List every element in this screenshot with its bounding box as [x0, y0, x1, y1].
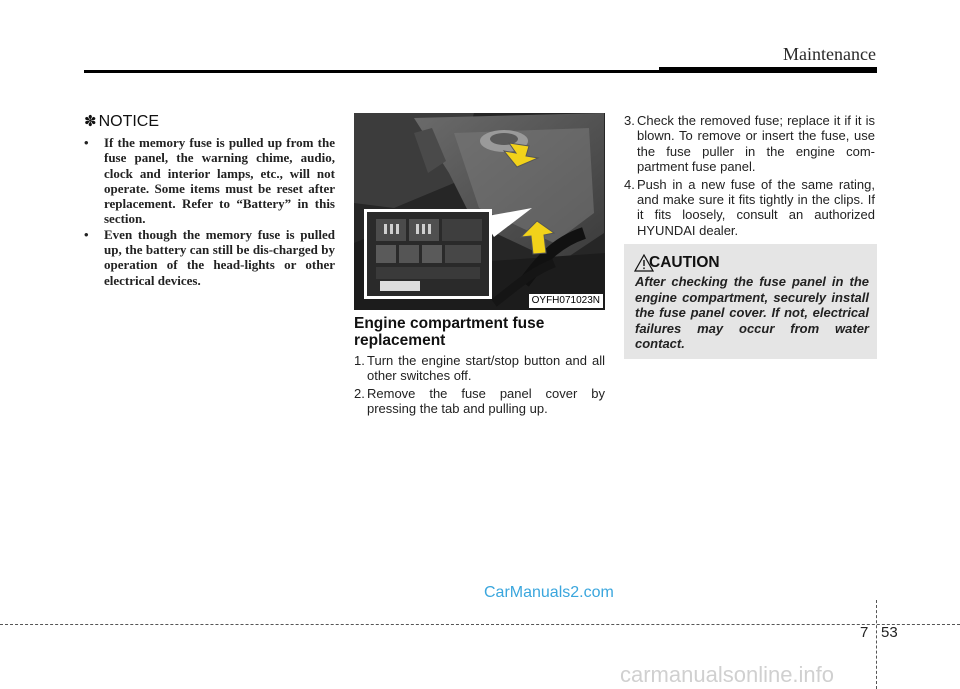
notice-list: [84, 135, 335, 288]
watermark-link[interactable]: CarManuals2.com: [484, 584, 614, 601]
header-rule: [84, 70, 659, 73]
header-rule-accent: [659, 67, 877, 73]
notice-title: NOTICE: [98, 113, 160, 130]
step-item: 3. Check the removed fuse; replace it if it is blown. To remove or insert the fuse, use the fuse puller in the engine com-partment fuse panel.: [624, 113, 875, 175]
caution-title: CAUTION: [649, 254, 720, 271]
footer-rule: [0, 624, 960, 625]
footer-divider: [876, 600, 877, 689]
steps-list-continued: [624, 113, 875, 240]
steps-list: [354, 353, 605, 419]
section-heading: Engine compartment fuse replacement: [354, 315, 545, 349]
notice-heading: [84, 112, 335, 131]
engine-fuse-panel-photo: [354, 113, 605, 310]
notice-item: • Even though the memory fuse is pulled up, the battery can still be dis-charged by operation of the head-lights or other electrical devices.: [84, 226, 335, 288]
caution-text: After checking the fuse panel in the engine compartment, securely install the fuse panel cover. If not, electrical failures may occur from water contact.: [635, 274, 869, 352]
caution-box: [624, 244, 877, 359]
section-header-title: Maintenance: [783, 44, 876, 64]
notice-block: [84, 112, 335, 288]
notice-item: • If the memory fuse is pulled up from the fuse panel, the warning chime, audio, clock and interior lamps, etc., will not operate. Some items must be reset after replacement. Refer to “Battery” in this section.: [84, 135, 335, 227]
notice-mark-icon: ✽: [84, 113, 97, 130]
photo-code: OYFH071023N: [529, 294, 603, 308]
step-item: 2. Remove the fuse panel cover by pressing the tab and pulling up.: [354, 385, 605, 417]
page-number: 53: [881, 624, 898, 641]
step-item: 4. Push in a new fuse of the same rating, and make sure it fits tightly in the clips. If it fits loosely, consult an authorized HYUNDAI dealer.: [624, 176, 875, 238]
chapter-number: 7: [860, 624, 869, 641]
watermark-footer: carmanualsonline.info: [620, 662, 835, 687]
step-item: 1. Turn the engine start/stop button and all other switches off.: [354, 353, 605, 384]
